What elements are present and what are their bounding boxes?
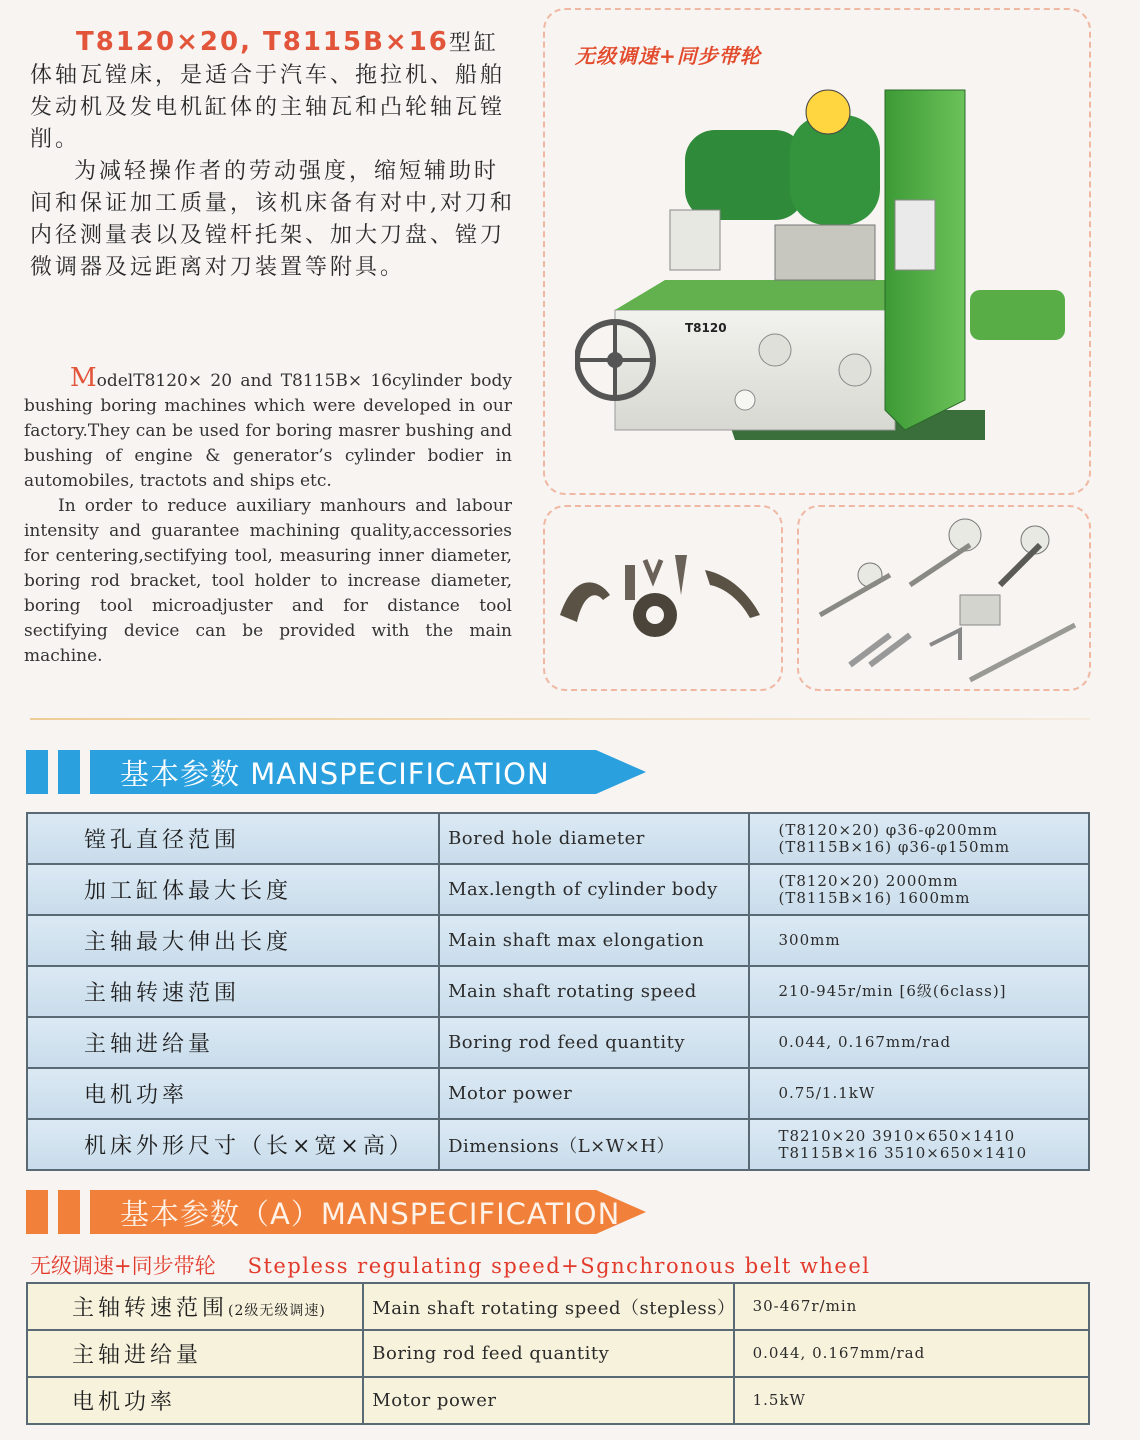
spec-name-en: Dimensions（L×W×H） (439, 1119, 749, 1170)
table-row (27, 1377, 1089, 1424)
spec-value: 30-467r/min (734, 1283, 1089, 1330)
banner-stripe (26, 750, 48, 794)
section-banner-1 (26, 750, 646, 794)
banner-stripe (58, 1190, 80, 1234)
table-row (27, 1017, 1089, 1068)
spec-value: 300mm (749, 915, 1089, 966)
section-1-title: 基本参数 MANSPECIFICATION (120, 757, 550, 791)
banner-arrow (596, 750, 646, 794)
table-row (27, 1119, 1089, 1170)
spec-name-en: Motor power (363, 1377, 733, 1424)
measuring-gauge-accessories-photo (810, 515, 1080, 685)
spec-value: (T8120×20) 2000mm (T8115B×16) 1600mm (749, 864, 1089, 915)
spec-name-cn: 主轴进给量 (27, 1017, 439, 1068)
spec-value: 1.5kW (734, 1377, 1089, 1424)
spec-value: 0.75/1.1kW (749, 1068, 1089, 1119)
subtitle-cn: 无级调速+同步带轮 (30, 1254, 216, 1278)
spec-name-cn: 主轴转速范围(2级无级调速) (27, 1283, 363, 1330)
intro-chinese (30, 26, 520, 284)
model-heading: T8120×20, T8115B×16 (76, 27, 449, 57)
spec-name-en: Main shaft max elongation (439, 915, 749, 966)
spec-name-cn: 主轴进给量 (27, 1330, 363, 1377)
boring-tool-accessories-photo (555, 540, 770, 660)
table-row (27, 966, 1089, 1017)
spec-value: 0.044, 0.167mm/rad (749, 1017, 1089, 1068)
spec-name-cn: 镗孔直径范围 (27, 813, 439, 864)
spec-name-en: Boring rod feed quantity (363, 1330, 733, 1377)
table-row (27, 1068, 1089, 1119)
section-2-subtitle (30, 1250, 871, 1280)
spec-name-cn: 主轴转速范围 (27, 966, 439, 1017)
spec-name-en: Motor power (439, 1068, 749, 1119)
intro-english (24, 363, 512, 669)
table-row (27, 1330, 1089, 1377)
table-row (27, 1283, 1089, 1330)
table-row (27, 915, 1089, 966)
banner-stripe (26, 1190, 48, 1234)
section-banner-2 (26, 1190, 646, 1234)
spec-name-note: (2级无级调速) (228, 1303, 326, 1319)
spec-name-cn: 主轴最大伸出长度 (27, 915, 439, 966)
machine-caption: 无级调速+同步带轮 (575, 44, 761, 68)
spec-table-stepless (26, 1282, 1090, 1425)
spec-value: (T8120×20) φ36-φ200mm (T8115B×16) φ36-φ150mm (749, 813, 1089, 864)
spec-name-en: Max.length of cylinder body (439, 864, 749, 915)
machine-plate: T8120 (685, 321, 727, 335)
section-2-title: 基本参数（A）MANSPECIFICATION (120, 1197, 621, 1231)
banner-stripe (58, 750, 80, 794)
intro-cn-paragraph-2: 为减轻操作者的劳动强度，缩短辅助时间和保证加工质量，该机床备有对中,对刀和内径测量表以及镗杆托架、加大刀盘、镗刀微调器及远距离对刀装置等附具。 (30, 159, 515, 280)
table-row (27, 864, 1089, 915)
table-row (27, 813, 1089, 864)
spec-name-cn: 机床外形尺寸（长×宽×高） (27, 1119, 439, 1170)
section-divider (30, 718, 1090, 720)
spec-name-cn: 电机功率 (27, 1068, 439, 1119)
spec-value: 210-945r/min [6级(6class)] (749, 966, 1089, 1017)
spec-name-en: Main shaft rotating speed (439, 966, 749, 1017)
spec-name-en: Main shaft rotating speed（stepless） (363, 1283, 733, 1330)
intro-en-paragraph-2: In order to reduce auxiliary manhours and labour intensity and guarantee machining quality,accessories for centering,sectifying tool, measuring inner diameter, boring rod bracket, tool holder to increase diameter, boring tool microadjuster and for distance tool sectifying device can be provided with the main machine. (24, 496, 512, 666)
intro-en-paragraph-1: odelT8120× 20 and T8115B× 16cylinder body bushing boring machines which were developed in our factory.They can be used for boring masrer bushing and bushing of engine & generator’s cylinder bodier in automobiles, tractots and ships etc. (24, 371, 512, 491)
spec-name-en: Boring rod feed quantity (439, 1017, 749, 1068)
intro-cn-paragraph-1: 型缸体轴瓦镗床，是适合于汽车、拖拉机、船舶发动机及发电机缸体的主轴瓦和凸轮轴瓦镗削。 (30, 31, 506, 152)
boring-machine-photo (575, 70, 1075, 480)
spec-name-en: Bored hole diameter (439, 813, 749, 864)
spec-table-main (26, 812, 1090, 1171)
spec-value: 0.044, 0.167mm/rad (734, 1330, 1089, 1377)
intro-en-dropcap: M (70, 363, 97, 393)
spec-name-cn: 电机功率 (27, 1377, 363, 1424)
spec-value: T8210×20 3910×650×1410 T8115B×16 3510×650×1410 (749, 1119, 1089, 1170)
spec-name-cn: 加工缸体最大长度 (27, 864, 439, 915)
subtitle-en: Stepless regulating speed+Sgnchronous belt wheel (247, 1254, 871, 1278)
